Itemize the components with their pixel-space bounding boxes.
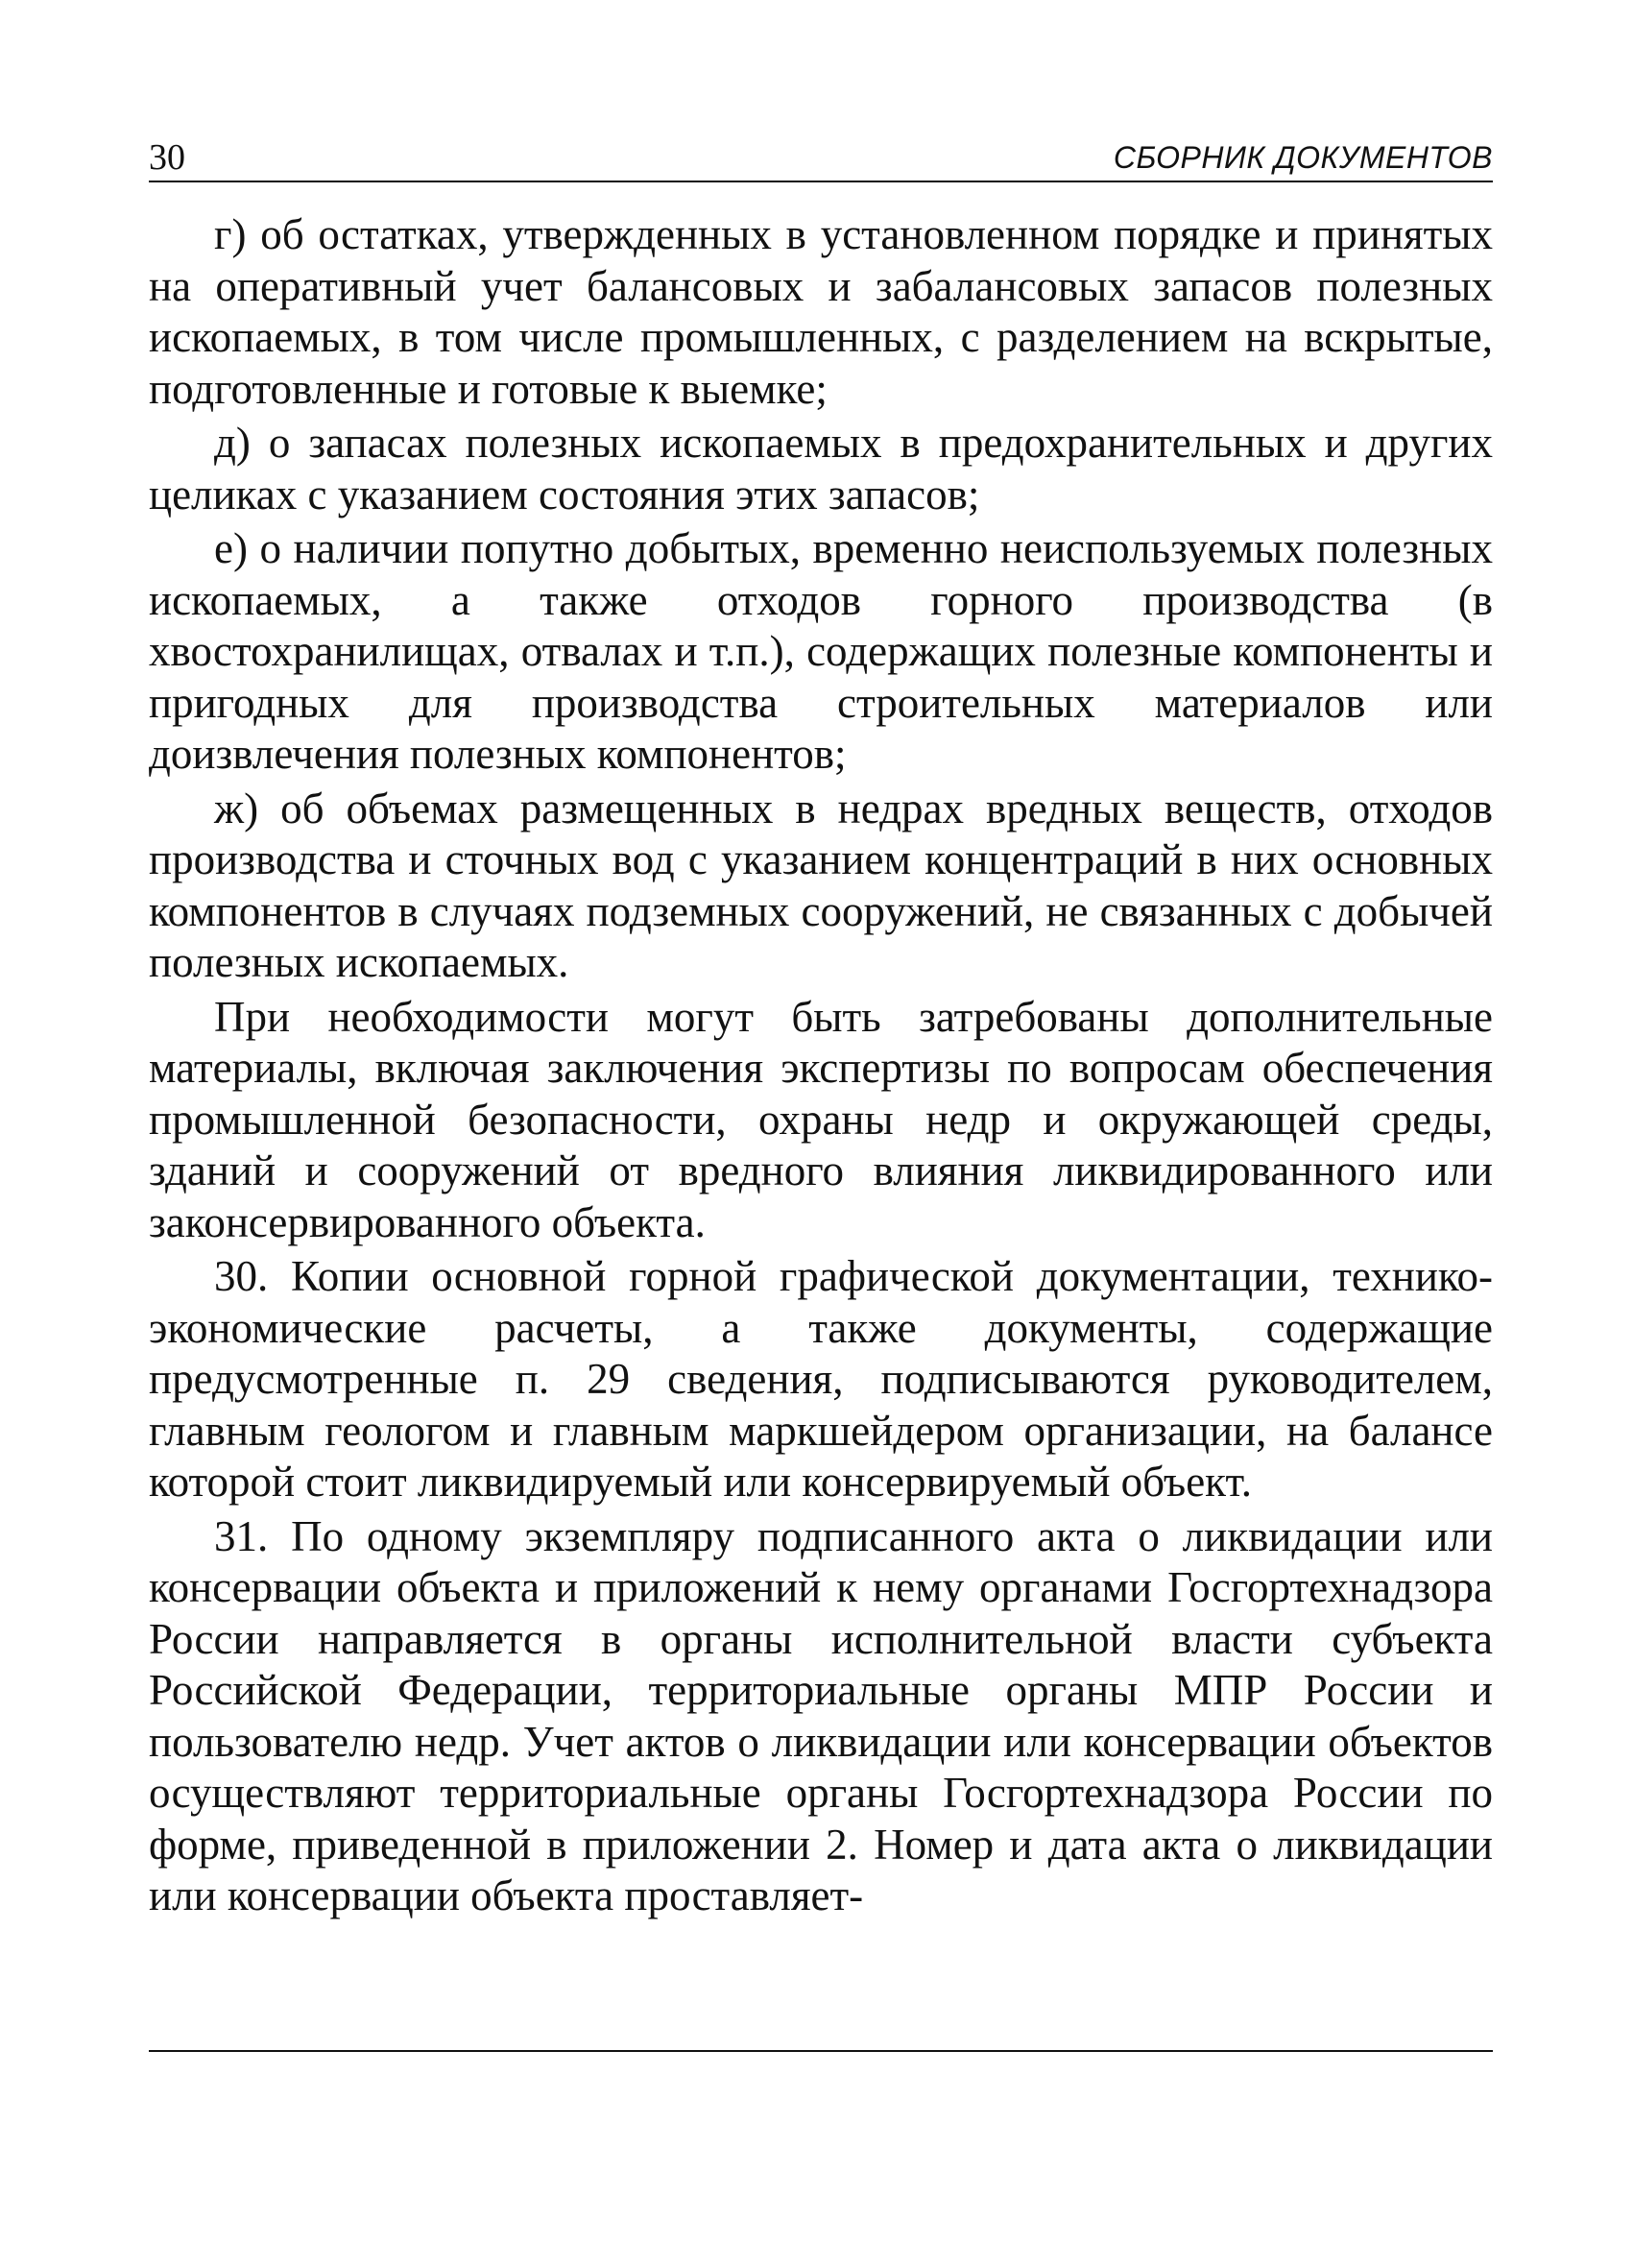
paragraph-item-31: 31. По одному экземпляру подписанного акта о ликвидации или консервации объекта и приложений к нему органами Госгортехнадзора России направляется в органы исполнительной власти субъекта Российской Федерации, территориальные органы МПР России и пользователю недр. Учет актов о ликвидации или консервации объектов осуществляют территориальные органы Госгортехнадзора России по форме, приведенной в приложении 2. Номер и дата акта о ликвидации или консервации объекта проставляет- (149, 1511, 1493, 1919)
running-title: СБОРНИК ДОКУМЕНТОВ (1113, 140, 1493, 175)
paragraph-zh: ж) об объемах размещенных в недрах вредных веществ, отходов производства и сточных вод с указанием концентраций в них основных компонентов в случаях подземных сооружений, не связанных с добычей полезных ископаемых. (149, 784, 1493, 986)
paragraph-e: е) о наличии попутно добытых, временно неиспользуемых полезных ископаемых, а также отходов горного производства (в хвостохранилищах, отвалах и т.п.), содержащих полезные компоненты и пригодных для производства строительных материалов или доизвлечения полезных компонентов; (149, 524, 1493, 778)
paragraph-item-30: 30. Копии основной горной графической документации, технико-экономические расчеты, а также документы, содержащие предусмотренные п. 29 сведения, подписываются руководителем, главным геологом и главным маркшейдером организации, на балансе которой стоит ликвидируемый или консервируемый объект. (149, 1252, 1493, 1506)
paragraph-g: г) об остатках, утвержденных в установленном порядке и принятых на оперативный учет балансовых и забалансовых запасов полезных ископаемых, в том числе промышленных, с разделением на вскрытые, подготовленные и готовые к выемке; (149, 210, 1493, 413)
paragraph-additional-materials: При необходимости могут быть затребованы дополнительные материалы, включая заключения экспертизы по вопросам обеспечения промышленной безопасности, охраны недр и окружающей среды, зданий и сооружений от вредного влияния ликвидированного или законсервированного объекта. (149, 992, 1493, 1246)
bottom-rule (149, 2050, 1493, 2052)
paragraph-d: д) о запасах полезных ископаемых в предохранительных и других целиках с указанием состояния этих запасов; (149, 419, 1493, 519)
page-header (149, 134, 1493, 182)
page-number: 30 (149, 137, 185, 178)
body-text (149, 209, 1493, 1922)
